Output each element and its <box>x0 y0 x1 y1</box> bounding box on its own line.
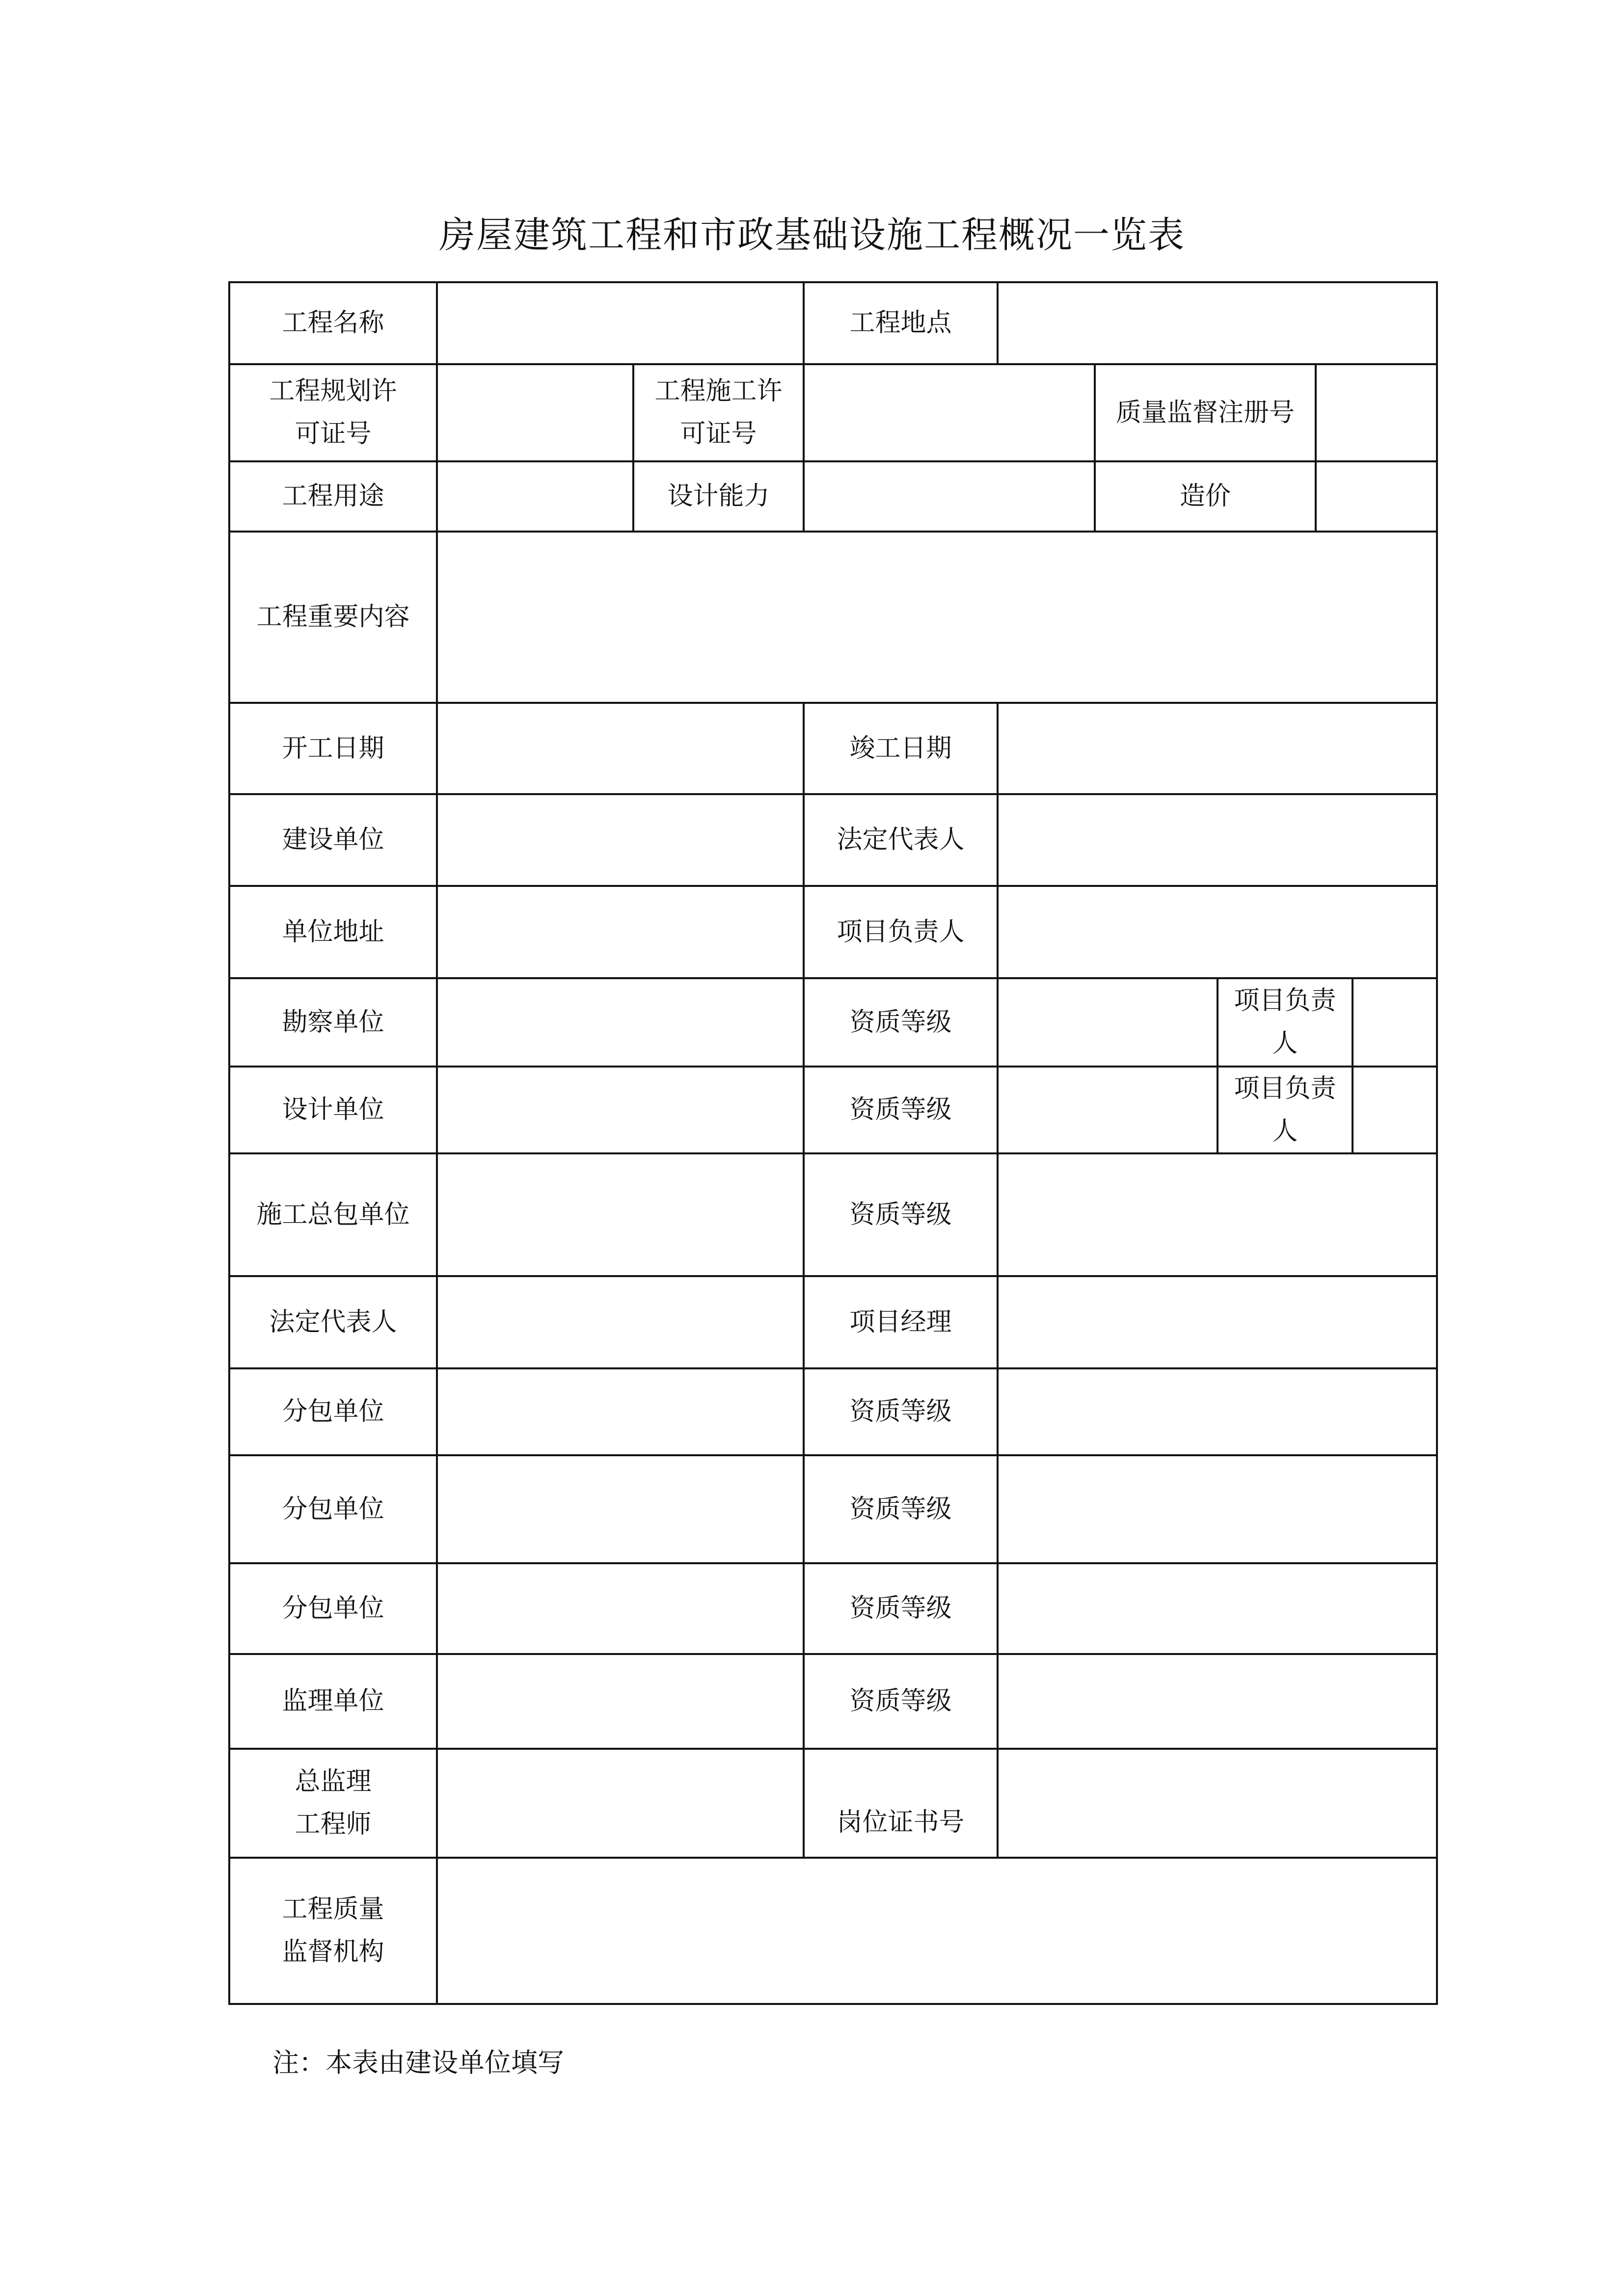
label-cost: 造价 <box>1179 481 1231 511</box>
label-survey-leader <box>1218 978 1353 1067</box>
label-subcontractor-2: 分包单位 <box>282 1494 384 1524</box>
general-contractor-field[interactable] <box>437 1153 804 1276</box>
label-design-leader-line1: 项目负责 <box>1234 1073 1336 1103</box>
label-construction-permit-line2: 可证号 <box>680 419 757 449</box>
supervision-unit-field[interactable] <box>437 1654 804 1749</box>
cost-field[interactable] <box>1316 461 1437 532</box>
label-survey-leader-line2: 人 <box>1272 1029 1298 1058</box>
label-survey-qualification: 资质等级 <box>849 1007 952 1037</box>
survey-unit-field[interactable] <box>437 978 804 1067</box>
label-unit-address: 单位地址 <box>282 917 384 947</box>
project-name-field[interactable] <box>437 282 804 364</box>
label-design-capacity: 设计能力 <box>667 481 770 511</box>
label-quality-agency-line1: 工程质量 <box>282 1895 384 1924</box>
label-completion-date: 竣工日期 <box>849 733 952 763</box>
project-leader-field[interactable] <box>998 886 1437 978</box>
label-subcontractor-3-qualification: 资质等级 <box>849 1594 952 1623</box>
contractor-qualification-field[interactable] <box>998 1153 1437 1276</box>
label-construction-permit <box>633 364 804 461</box>
design-leader-field[interactable] <box>1353 1067 1437 1153</box>
label-quality-agency <box>229 1858 437 2004</box>
label-planning-permit-line1: 工程规划许 <box>269 376 397 406</box>
label-project-leader: 项目负责人 <box>837 917 965 947</box>
label-subcontractor-3: 分包单位 <box>282 1594 384 1623</box>
survey-leader-field[interactable] <box>1353 978 1437 1067</box>
label-chief-supervisor <box>229 1749 437 1858</box>
footnote: 注：本表由建设单位填写 <box>272 2047 564 2078</box>
label-design-leader-line2: 人 <box>1272 1116 1298 1146</box>
label-planning-permit-line2: 可证号 <box>295 419 372 449</box>
label-quality-reg-no: 质量监督注册号 <box>1115 398 1295 427</box>
page-title: 房屋建筑工程和市政基础设施工程概况一览表 <box>439 214 1185 256</box>
survey-qualification-field[interactable] <box>998 978 1218 1067</box>
supervision-qualification-field[interactable] <box>998 1654 1437 1749</box>
start-date-field[interactable] <box>437 703 804 794</box>
label-project-location: 工程地点 <box>849 308 952 338</box>
label-subcontractor-2-qualification: 资质等级 <box>849 1494 952 1524</box>
design-unit-field[interactable] <box>437 1067 804 1153</box>
design-qualification-field[interactable] <box>998 1067 1218 1153</box>
planning-permit-field[interactable] <box>437 364 633 461</box>
label-planning-permit <box>229 364 437 461</box>
label-main-content: 工程重要内容 <box>256 602 410 632</box>
label-supervision-unit: 监理单位 <box>282 1686 384 1716</box>
unit-address-field[interactable] <box>437 886 804 978</box>
label-general-contractor: 施工总包单位 <box>256 1200 410 1229</box>
legal-rep-2-field[interactable] <box>437 1276 804 1368</box>
quality-reg-no-field[interactable] <box>1316 364 1437 461</box>
construction-permit-field[interactable] <box>804 364 1095 461</box>
project-manager-field[interactable] <box>998 1276 1437 1368</box>
label-construction-permit-line1: 工程施工许 <box>654 376 783 406</box>
label-survey-unit: 勘察单位 <box>282 1007 384 1037</box>
label-legal-rep: 法定代表人 <box>837 825 965 854</box>
subcontractor-3-qualification-field[interactable] <box>998 1563 1437 1654</box>
label-design-unit: 设计单位 <box>282 1095 384 1124</box>
legal-rep-field[interactable] <box>998 794 1437 886</box>
label-post-cert-no: 岗位证书号 <box>837 1808 965 1837</box>
project-location-field[interactable] <box>998 282 1437 364</box>
label-construction-unit: 建设单位 <box>282 825 384 854</box>
subcontractor-1-field[interactable] <box>437 1368 804 1455</box>
label-project-name: 工程名称 <box>282 308 384 338</box>
label-subcontractor-1: 分包单位 <box>282 1397 384 1426</box>
quality-agency-field[interactable] <box>437 1858 1437 2004</box>
label-quality-agency-line2: 监督机构 <box>282 1937 384 1967</box>
label-design-leader <box>1218 1067 1353 1153</box>
chief-supervisor-field[interactable] <box>437 1749 804 1858</box>
label-chief-supervisor-line2: 工程师 <box>295 1810 372 1839</box>
label-supervision-qualification: 资质等级 <box>849 1686 952 1716</box>
subcontractor-2-field[interactable] <box>437 1455 804 1563</box>
completion-date-field[interactable] <box>998 703 1437 794</box>
subcontractor-2-qualification-field[interactable] <box>998 1455 1437 1563</box>
project-use-field[interactable] <box>437 461 633 532</box>
label-project-manager: 项目经理 <box>849 1307 952 1337</box>
label-subcontractor-1-qualification: 资质等级 <box>849 1397 952 1426</box>
main-content-field[interactable] <box>437 532 1437 703</box>
design-capacity-field[interactable] <box>804 461 1095 532</box>
subcontractor-3-field[interactable] <box>437 1563 804 1654</box>
label-survey-leader-line1: 项目负责 <box>1234 986 1336 1015</box>
label-project-use: 工程用途 <box>282 481 384 511</box>
label-chief-supervisor-line1: 总监理 <box>295 1767 372 1796</box>
construction-unit-field[interactable] <box>437 794 804 886</box>
label-start-date: 开工日期 <box>282 733 384 763</box>
post-cert-no-field[interactable] <box>998 1749 1437 1858</box>
label-contractor-qualification: 资质等级 <box>849 1200 952 1229</box>
label-design-qualification: 资质等级 <box>849 1095 952 1124</box>
subcontractor-1-qualification-field[interactable] <box>998 1368 1437 1455</box>
label-legal-rep-2: 法定代表人 <box>269 1307 397 1337</box>
